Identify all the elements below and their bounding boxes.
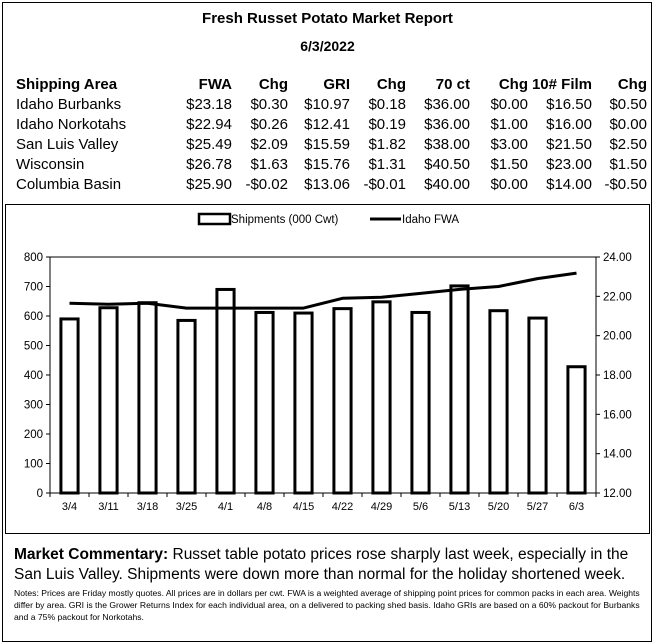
shipment-bar	[256, 312, 273, 493]
price-cell: $0.26	[250, 116, 288, 133]
price-cell: $25.49	[186, 136, 232, 153]
shipping-area-cell: San Luis Valley	[16, 136, 119, 153]
shipment-bar	[61, 319, 78, 493]
price-cell: $15.76	[304, 156, 350, 173]
header-70ct-chg: Chg	[498, 76, 528, 93]
right-axis-tick-label: 14.00	[603, 448, 632, 461]
shipment-bar	[568, 367, 585, 493]
x-axis-tick-label: 5/20	[487, 501, 510, 513]
commentary-text: Russet table potato prices rose sharply last week, especially in the San Luis Valley. Shipments were down more than normal for the holiday shortened week.	[14, 546, 629, 583]
price-cell: $1.63	[250, 156, 288, 173]
right-axis-tick-label: 16.00	[603, 409, 632, 422]
market-commentary	[14, 545, 644, 585]
header-fwa: FWA	[198, 76, 232, 93]
price-cell: -$0.50	[604, 176, 647, 193]
legend-shipments-label: Shipments (000 Cwt)	[231, 214, 339, 226]
price-cell: $1.82	[368, 136, 406, 153]
price-cell: $36.00	[424, 116, 470, 133]
price-cell: $22.94	[186, 116, 232, 133]
left-axis-tick-label: 800	[23, 252, 43, 264]
price-cell: $2.09	[250, 136, 288, 153]
right-axis-tick-label: 24.00	[603, 252, 632, 264]
shipment-bar	[451, 286, 468, 493]
shipping-area-cell: Columbia Basin	[16, 176, 122, 193]
left-axis-tick-label: 0	[36, 488, 43, 500]
header-10lb-film-chg: Chg	[617, 76, 647, 93]
price-cell: $25.90	[186, 176, 232, 193]
price-cell: $0.00	[609, 116, 647, 133]
left-axis-tick-label: 400	[23, 370, 43, 382]
shipping-area-cell: Idaho Norkotahs	[16, 116, 127, 133]
idaho-fwa-line	[70, 273, 577, 308]
price-cell: $14.00	[546, 176, 592, 193]
price-table-row	[16, 135, 647, 155]
price-cell: $3.00	[490, 136, 528, 153]
price-cell: $16.00	[546, 116, 592, 133]
left-axis-tick-label: 300	[23, 399, 43, 412]
shipment-bar	[412, 312, 429, 493]
shipment-bar	[139, 303, 156, 493]
left-axis-tick-label: 100	[23, 458, 43, 471]
price-table-row	[16, 115, 647, 135]
x-axis-tick-label: 4/15	[292, 501, 315, 513]
price-cell: $26.78	[186, 156, 232, 173]
x-axis-tick-label: 6/3	[568, 501, 585, 513]
price-cell: -$0.02	[245, 176, 288, 193]
price-table	[16, 75, 647, 195]
price-cell: $36.00	[424, 96, 470, 113]
shipment-bar	[529, 318, 546, 493]
price-cell: $23.18	[186, 96, 232, 113]
price-cell: $10.97	[304, 96, 350, 113]
header-10lb-film: 10# Film	[531, 76, 592, 93]
header-70ct: 70 ct	[435, 76, 470, 93]
price-cell: $40.50	[424, 156, 470, 173]
price-table-header-row	[16, 75, 647, 95]
header-gri: GRI	[323, 76, 350, 93]
x-axis-tick-label: 4/1	[217, 501, 234, 513]
left-axis-tick-label: 600	[23, 311, 43, 323]
price-table-row	[16, 95, 647, 115]
report-title: Fresh Russet Potato Market Report	[202, 10, 453, 27]
shipment-bar	[334, 309, 351, 493]
price-cell: $13.06	[304, 176, 350, 193]
price-cell: $1.50	[490, 156, 528, 173]
x-axis-tick-label: 4/22	[331, 501, 354, 513]
plot-area	[50, 257, 596, 493]
price-cell: -$0.01	[363, 176, 406, 193]
x-axis-tick-label: 5/27	[526, 501, 549, 513]
right-axis-tick-label: 18.00	[603, 370, 632, 382]
price-cell: $1.31	[368, 156, 406, 173]
shipment-bar	[295, 313, 312, 493]
left-axis-tick-label: 500	[23, 340, 43, 353]
x-axis-tick-label: 3/4	[61, 501, 78, 513]
commentary-heading: Market Commentary:	[14, 546, 169, 563]
x-axis-tick-label: 5/13	[448, 501, 471, 513]
price-table-row	[16, 175, 647, 195]
header-gri-chg: Chg	[376, 76, 406, 93]
shipment-bar	[100, 308, 117, 493]
header-shipping-area: Shipping Area	[16, 76, 118, 93]
x-axis-tick-label: 4/8	[256, 501, 273, 513]
shipment-bar	[373, 302, 390, 493]
price-cell: $0.50	[609, 96, 647, 113]
price-cell: $0.19	[368, 116, 406, 133]
price-cell: $23.00	[546, 156, 592, 173]
right-axis-tick-label: 20.00	[603, 330, 632, 343]
price-cell: $12.41	[304, 116, 350, 133]
x-axis-tick-label: 5/6	[412, 501, 429, 513]
price-table-row	[16, 155, 647, 175]
header-fwa-chg: Chg	[258, 76, 288, 93]
shipping-area-cell: Idaho Burbanks	[16, 96, 122, 113]
price-cell: $38.00	[424, 136, 470, 153]
shipping-area-cell: Wisconsin	[16, 156, 85, 173]
shipments-fwa-chart	[6, 205, 649, 533]
left-axis-tick-label: 200	[23, 429, 43, 441]
price-cell: $2.50	[609, 136, 647, 153]
report-date: 6/3/2022	[300, 38, 355, 54]
chart-box	[5, 204, 650, 534]
legend-fwa-label: Idaho FWA	[402, 214, 460, 226]
report-notes: Notes: Prices are Friday mostly quotes. All prices are in dollars per cwt. FWA is a weighted average of shipping point prices for common packs in each area. Weights differ by area. GRI is the Grower Returns Index for each individual area, on a delivered to packing shed basis. Idaho GRIs are based on a 60% packout for Burbanks and a 75% packout for Norkotahs.	[14, 588, 640, 622]
price-cell: $0.00	[490, 96, 528, 113]
price-cell: $40.00	[424, 176, 470, 193]
x-axis-tick-label: 3/25	[175, 501, 198, 513]
price-cell: $15.59	[304, 136, 350, 153]
left-axis-tick-label: 700	[23, 281, 43, 294]
price-cell: $1.00	[490, 116, 528, 133]
price-cell: $0.00	[490, 176, 528, 193]
price-cell: $21.50	[546, 136, 592, 153]
price-cell: $1.50	[609, 156, 647, 173]
shipment-bar	[178, 320, 195, 493]
legend-shipments-swatch	[199, 214, 230, 224]
price-cell: $0.18	[368, 96, 406, 113]
right-axis-tick-label: 12.00	[603, 488, 632, 500]
price-cell: $0.30	[250, 96, 288, 113]
shipment-bar	[490, 311, 507, 493]
x-axis-tick-label: 3/11	[98, 501, 119, 513]
right-axis-tick-label: 22.00	[603, 291, 632, 304]
price-cell: $16.50	[546, 96, 592, 113]
x-axis-tick-label: 3/18	[136, 501, 159, 513]
shipment-bar	[217, 289, 234, 493]
x-axis-tick-label: 4/29	[370, 501, 393, 513]
